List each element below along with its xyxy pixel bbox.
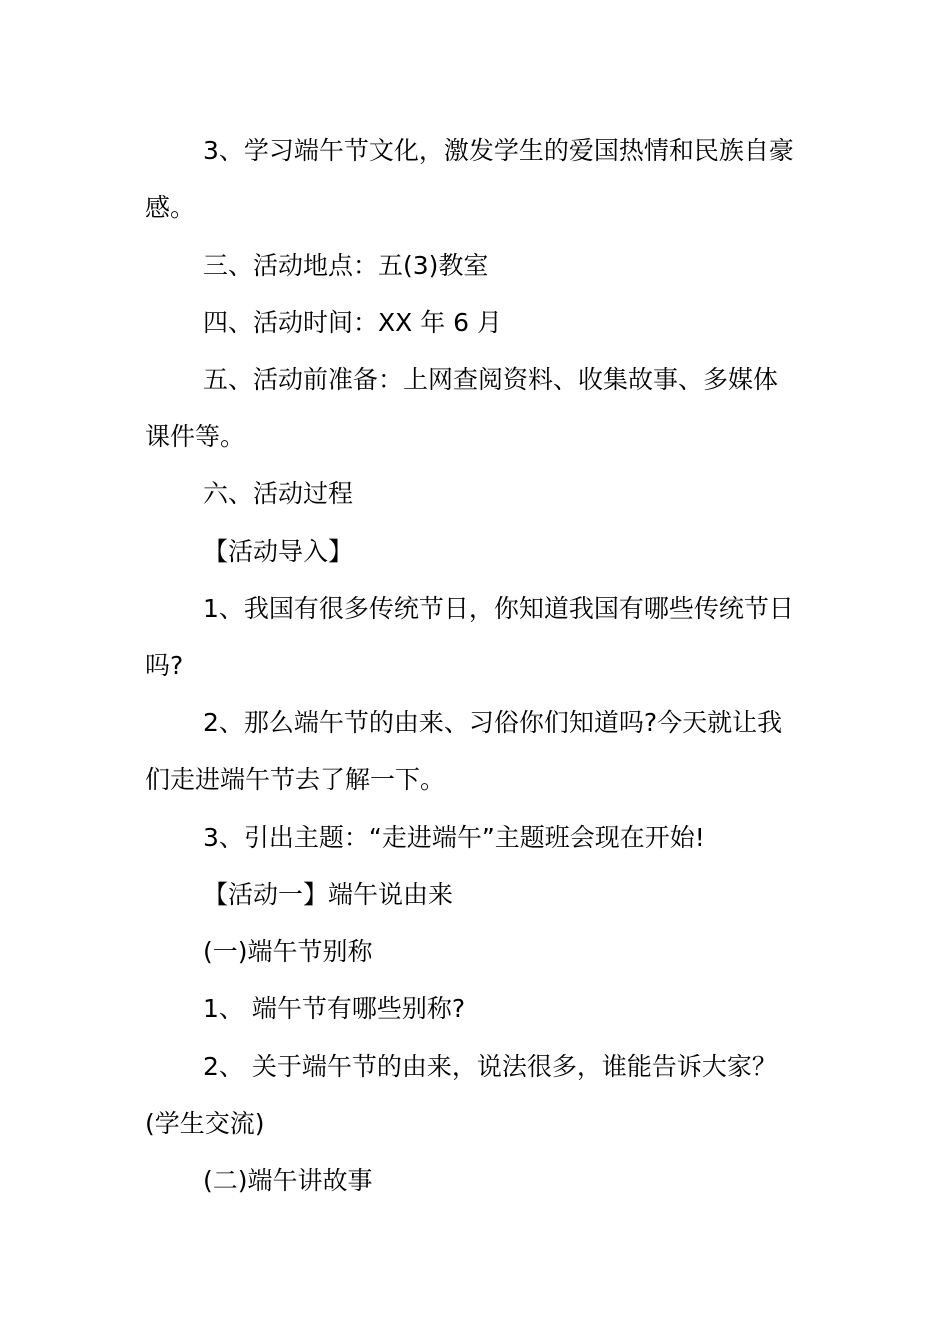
paragraph-goal-3: 3、学习端午节文化，激发学生的爱国热情和民族自豪 bbox=[203, 136, 794, 165]
section-heading-process: 六、活动过程 bbox=[203, 479, 354, 508]
paragraph-goal-3-cont: 感。 bbox=[145, 193, 196, 222]
intro-item-3: 3、引出主题：“走进端午”主题班会现在开始! bbox=[203, 823, 705, 852]
activity-time: 四、活动时间：XX 年 6 月 bbox=[203, 308, 502, 337]
topic-heading-stories: (二)端午讲故事 bbox=[203, 1166, 373, 1195]
subsection-heading-activity-1: 【活动一】端午说由来 bbox=[203, 880, 454, 909]
aliases-item-2: 2、 关于端午节的由来，说法很多，谁能告诉大家？ bbox=[203, 1052, 777, 1081]
intro-item-2: 2、那么端午节的由来、习俗你们知道吗?今天就让我 bbox=[203, 708, 783, 737]
subsection-heading-intro: 【活动导入】 bbox=[203, 537, 354, 566]
intro-item-2-cont: 们走进端午节去了解一下。 bbox=[145, 765, 446, 794]
aliases-item-1: 1、 端午节有哪些别称? bbox=[203, 994, 466, 1023]
activity-preparation: 五、活动前准备：上网查阅资料、收集故事、多媒体 bbox=[203, 365, 779, 394]
aliases-item-2-cont: (学生交流) bbox=[145, 1109, 265, 1138]
activity-preparation-cont: 课件等。 bbox=[145, 422, 246, 451]
activity-location: 三、活动地点：五(3)教室 bbox=[203, 251, 489, 280]
intro-item-1: 1、我国有很多传统节日，你知道我国有哪些传统节日 bbox=[203, 594, 794, 623]
topic-heading-aliases: (一)端午节别称 bbox=[203, 937, 373, 966]
intro-item-1-cont: 吗? bbox=[145, 651, 184, 680]
